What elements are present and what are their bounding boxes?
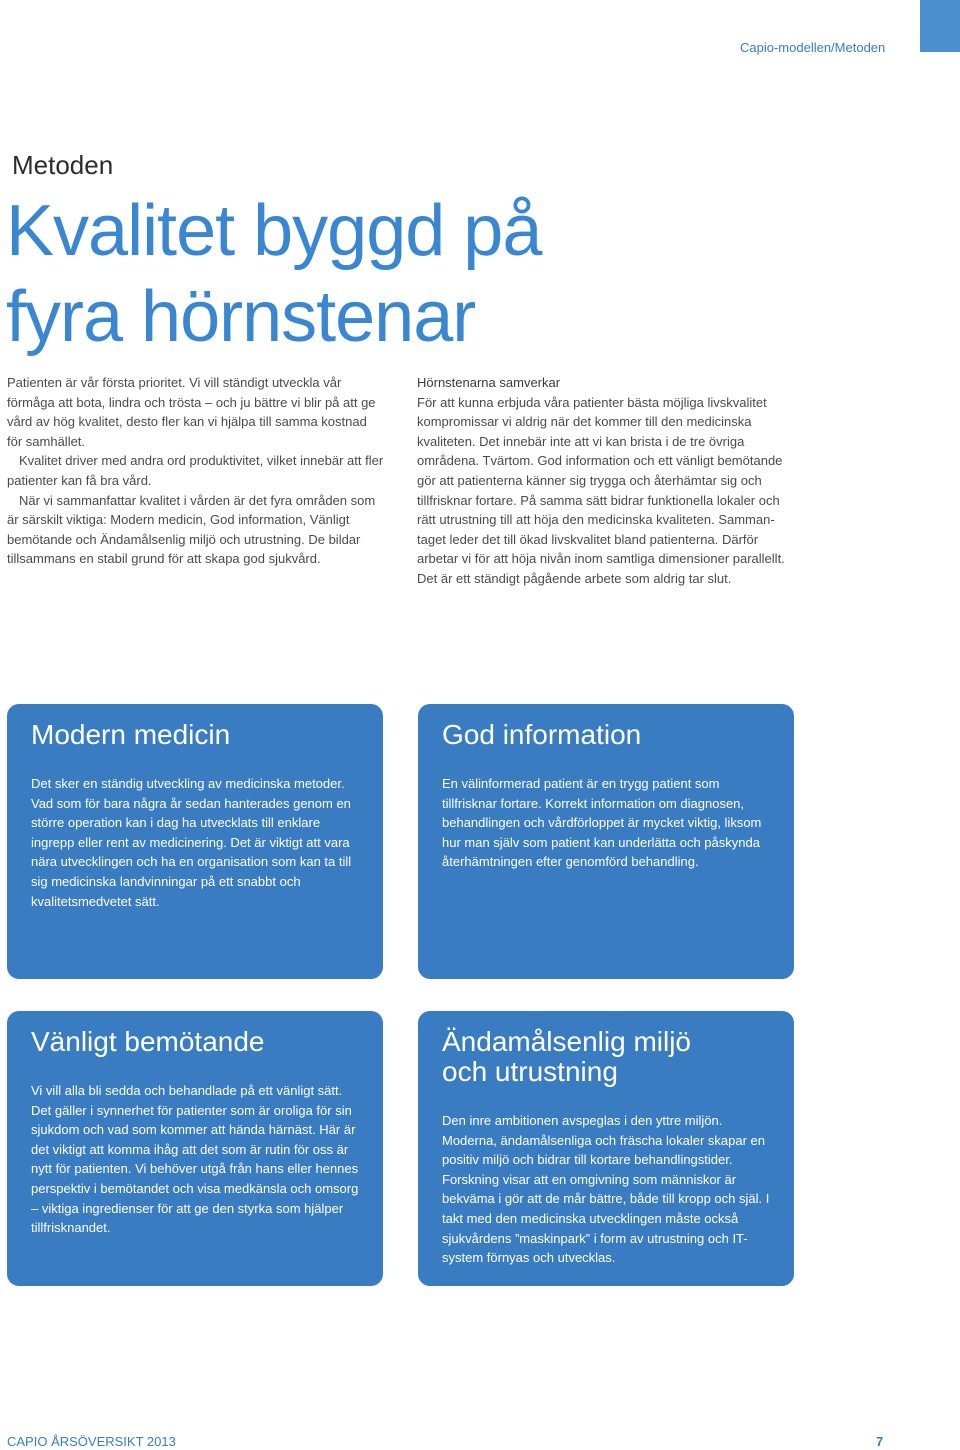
card-vanligt-bemotande (7, 1011, 383, 1286)
page-number: 7 (876, 1434, 884, 1449)
card-body: En välinformerad patient är en trygg patient som tillfrisknar fortare. Korrekt information om diagnosen, behandlingen och vårdförloppet är mycket viktig, liksom hur man själv som patient kan underlätta och påskynda återhämtningen efter genomförd behandling. (442, 776, 762, 870)
card-title: God information (442, 719, 642, 750)
kicker: Metoden (12, 150, 114, 180)
card-body: Vi vill alla bli sedda och behandlade på ett vänligt sätt. Det gäller i synnerhet för patienter som är oroliga för sin sjukdom och vad som kommer att hända härnäst. Här är det viktigt att komma ihåg att det som är rutin för oss är nytt för patienten. Vi behöver utgå från hans eller hennes perspektiv i bemötandet och visa medkänsla och omsorg – viktiga ingredienser för att ge den styrka som hjälper tillfrisknandet. (31, 1083, 359, 1236)
card-body: Det sker en ständig utveckling av medicinska metoder. Vad som för bara några år sedan hanterades genom en större operation kan i dag ha utvecklats till enklare ingrepp eller rent av medicinering. Det är viktigt att vara nära utvecklingen och ha en organisation som kan ta till sig medicinska landvinningar på ett snabbt och kvalitetsmedvetet sätt. (31, 776, 352, 909)
card-modern-medicin (7, 704, 383, 979)
card-title: Modern medicin (31, 719, 231, 750)
card-andamalsenlig-miljo (418, 1011, 794, 1286)
left-column (7, 373, 385, 569)
headline-line-2: fyra hörnstenar (6, 277, 476, 357)
card-title: Ändamålsenlig miljö och utrustning (442, 1026, 692, 1087)
intro-paragraph: Patienten är vår första prioritet. Vi vill ständigt utveckla vår förmåga att bota, lindra och trösta – och ju bättre vi blir på att ge vård av hög kvalitet, desto fler kan vi hjälpa till samma kostnad för samhället. (7, 375, 376, 449)
section-label: Capio-modellen/Metoden (740, 40, 886, 55)
paragraph-2: Kvalitet driver med andra ord produktivitet, vilket innebär att fler patienter kan få bra vård. (7, 453, 384, 488)
headline-line-1: Kvalitet byggd på (6, 191, 542, 271)
card-god-information (418, 704, 794, 979)
headline (6, 188, 541, 360)
corner-tab (920, 0, 960, 52)
right-column (417, 373, 797, 589)
right-subhead: Hörnstenarna samverkar (417, 375, 561, 390)
right-paragraph: För att kunna erbjuda våra patienter bästa möjliga livskvalitet kompromissar vi aldrig när det kommer till den medicinska kvaliteten. Det innebär inte att vi kan brista i de tre övriga områdena. Tvärtom. God information och ett vänligt bemötande gör att patienterna känner sig trygga och återhämtar sig och tillfrisknar fortare. På samma sätt bidrar funktionella lokaler och rätt utrustning till att höja den medicinska kvaliteten. Sammantaget leder det till ökad livskvalitet bland patienterna. Därför arbetar vi för att höja nivån inom samtliga dimensioner parallellt. Det är ett ständigt pågående arbete som aldrig tar slut. (417, 394, 785, 586)
card-body: Den inre ambitionen avspeglas i den yttre miljön. Moderna, ändamålsenliga och fräscha lokaler skapar en positiv miljö och bidrar till kortare behandlingstider. Forskning visar att en omgivning som människor är bekväma i gör att de mår bättre, både till kropp och själ. I takt med den medicinska utvecklingen måste också sjukvårdens ”maskinpark” i form av utrustning och IT-system förnyas och utvecklas. (442, 1113, 770, 1266)
footer-label: CAPIO ÅRSÖVERSIKT 2013 (7, 1434, 176, 1449)
card-title: Vänligt bemötande (31, 1026, 265, 1057)
paragraph-3: När vi sammanfattar kvalitet i vården är det fyra områden som är särskilt viktiga: Modern medicin, God information, Vänligt bemötande och Ändamålsenlig miljö och utrustning. De bildar tillsammans en stabil grund för att skapa god sjukvård. (7, 492, 376, 567)
